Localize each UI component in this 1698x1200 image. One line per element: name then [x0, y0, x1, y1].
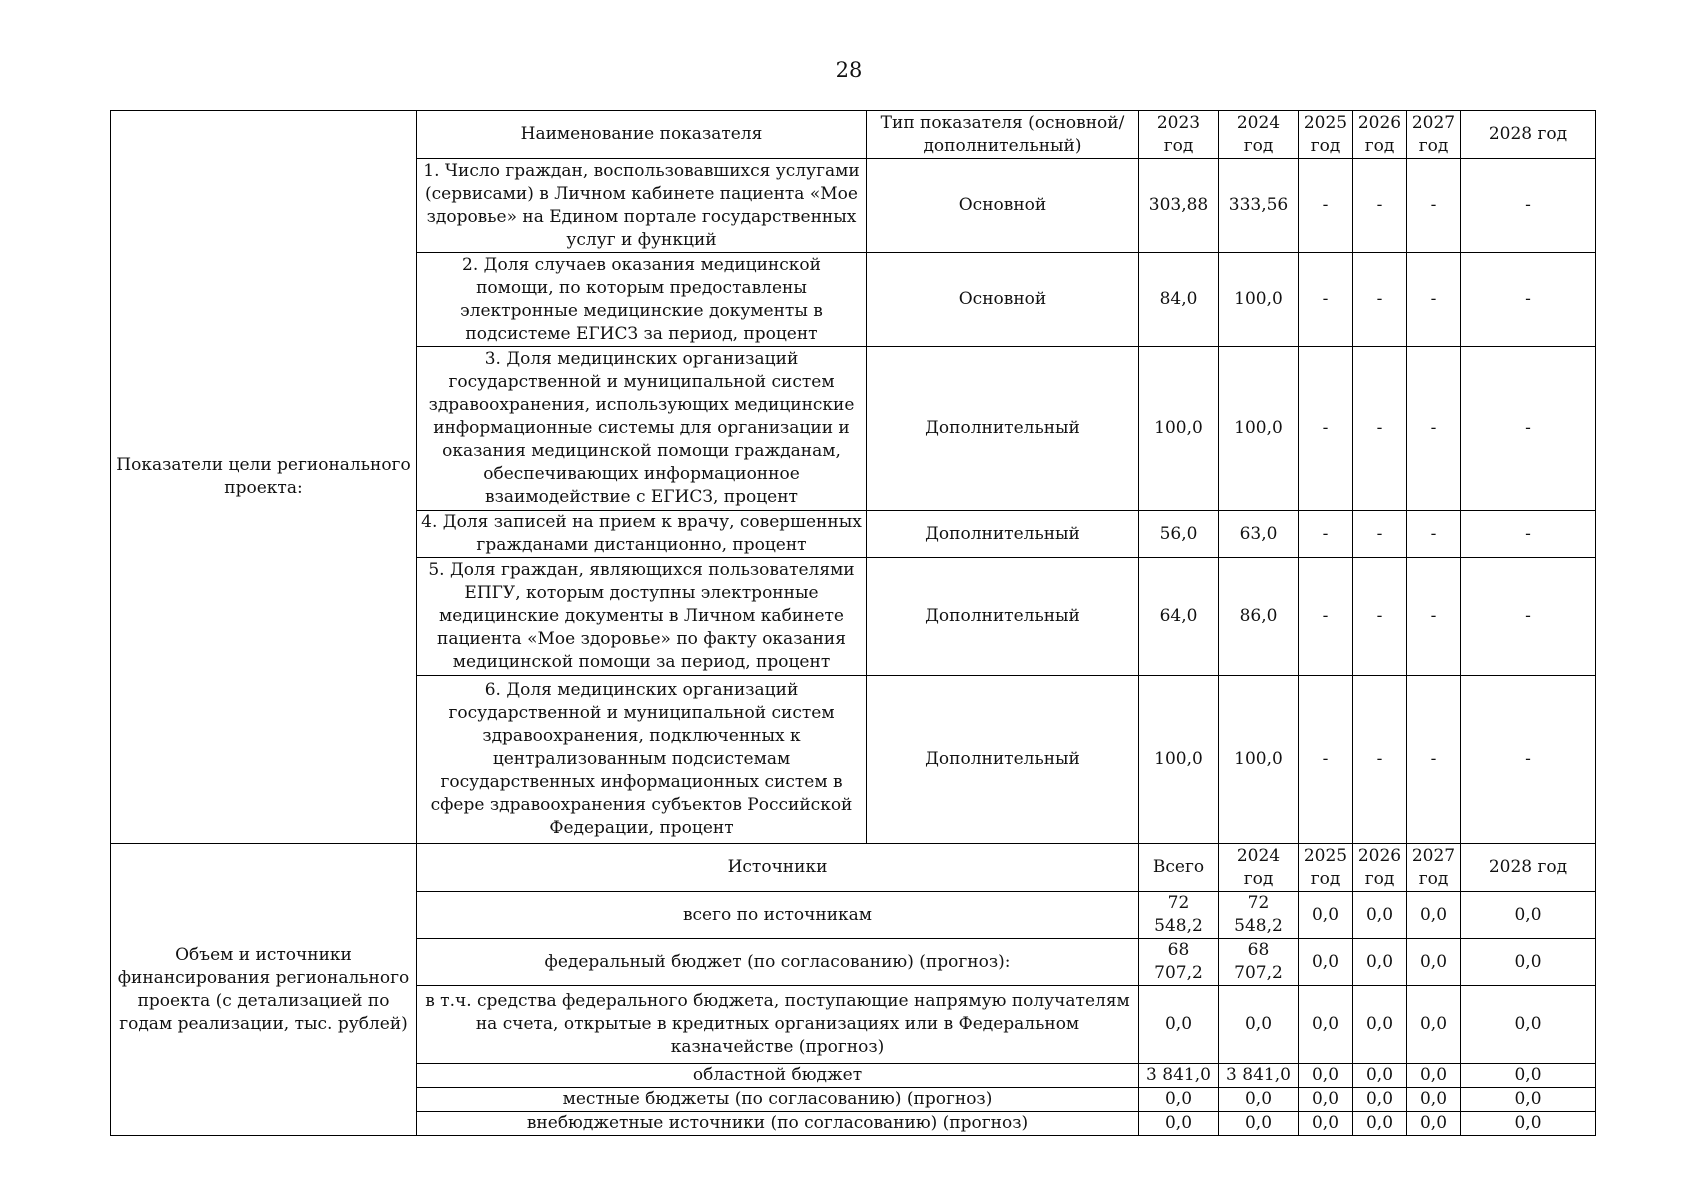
header-2028: 2028 год: [1461, 111, 1596, 159]
indicator-value-2023: 64,0: [1139, 558, 1219, 676]
financing-value-2025: 0,0: [1299, 1064, 1353, 1088]
financing-value-2025: 0,0: [1299, 939, 1353, 986]
indicator-type: Дополнительный: [867, 558, 1139, 676]
header-sources: Источники: [417, 844, 1139, 892]
financing-value-2026: 0,0: [1353, 986, 1407, 1064]
financing-value-2025: 0,0: [1299, 892, 1353, 939]
header-indicator-type: Тип показателя (основной/дополнительный): [867, 111, 1139, 159]
indicator-value-2024: 86,0: [1219, 558, 1299, 676]
financing-value-2026: 0,0: [1353, 892, 1407, 939]
indicator-value-2025: -: [1299, 159, 1353, 253]
indicator-type: Дополнительный: [867, 347, 1139, 511]
financing-value-2024: 0,0: [1219, 1112, 1299, 1136]
header-2025: 2025 год: [1299, 111, 1353, 159]
financing-source: федеральный бюджет (по согласованию) (прогноз):: [417, 939, 1139, 986]
indicator-name: 1. Число граждан, воспользовавшихся услугами (сервисами) в Личном кабинете пациента «Мое здоровье» на Едином портале государственных услуг и функций: [417, 159, 867, 253]
indicator-value-2026: -: [1353, 253, 1407, 347]
financing-source: внебюджетные источники (по согласованию) (прогноз): [417, 1112, 1139, 1136]
financing-source: местные бюджеты (по согласованию) (прогноз): [417, 1088, 1139, 1112]
header-fin-2027: 2027 год: [1407, 844, 1461, 892]
indicator-value-2027: -: [1407, 253, 1461, 347]
header-2023: 2023 год: [1139, 111, 1219, 159]
financing-value-2026: 0,0: [1353, 1112, 1407, 1136]
financing-total: 0,0: [1139, 986, 1219, 1064]
financing-value-2028: 0,0: [1461, 1112, 1596, 1136]
indicator-value-2023: 84,0: [1139, 253, 1219, 347]
indicator-value-2025: -: [1299, 558, 1353, 676]
indicator-value-2023: 56,0: [1139, 511, 1219, 558]
header-2027: 2027 год: [1407, 111, 1461, 159]
indicator-value-2028: -: [1461, 558, 1596, 676]
financing-section-label: Объем и источники финансирования регионального проекта (с детализацией по годам реализации, тыс. рублей): [111, 844, 417, 1136]
financing-value-2026: 0,0: [1353, 1064, 1407, 1088]
indicator-name: 5. Доля граждан, являющихся пользователями ЕПГУ, которым доступны электронные медицинские документы в Личном кабинете пациента «Мое здоровье» по факту оказания медицинской помощи за период, процент: [417, 558, 867, 676]
financing-total: 0,0: [1139, 1112, 1219, 1136]
financing-total: 68 707,2: [1139, 939, 1219, 986]
indicator-name: 3. Доля медицинских организаций государственной и муниципальной систем здравоохранения, использующих медицинские информационные системы для организации и оказания медицинской помощи гражданам, обеспечивающих информационное взаимодействие с ЕГИСЗ, процент: [417, 347, 867, 511]
indicator-value-2023: 100,0: [1139, 676, 1219, 844]
financing-value-2025: 0,0: [1299, 1088, 1353, 1112]
financing-source: всего по источникам: [417, 892, 1139, 939]
indicator-value-2024: 333,56: [1219, 159, 1299, 253]
financing-value-2025: 0,0: [1299, 1112, 1353, 1136]
indicator-value-2024: 100,0: [1219, 347, 1299, 511]
financing-source: в т.ч. средства федерального бюджета, поступающие напрямую получателям на счета, открытые в кредитных организациях или в Федеральном казначействе (прогноз): [417, 986, 1139, 1064]
indicator-value-2025: -: [1299, 347, 1353, 511]
indicator-value-2024: 100,0: [1219, 253, 1299, 347]
indicator-value-2026: -: [1353, 347, 1407, 511]
financing-value-2024: 0,0: [1219, 986, 1299, 1064]
header-2026: 2026 год: [1353, 111, 1407, 159]
indicator-value-2028: -: [1461, 253, 1596, 347]
financing-total: 3 841,0: [1139, 1064, 1219, 1088]
indicator-value-2028: -: [1461, 676, 1596, 844]
indicator-value-2027: -: [1407, 676, 1461, 844]
indicator-value-2025: -: [1299, 511, 1353, 558]
financing-total: 0,0: [1139, 1088, 1219, 1112]
financing-value-2027: 0,0: [1407, 1064, 1461, 1088]
indicator-value-2023: 100,0: [1139, 347, 1219, 511]
indicator-value-2028: -: [1461, 347, 1596, 511]
indicator-value-2024: 63,0: [1219, 511, 1299, 558]
financing-value-2028: 0,0: [1461, 986, 1596, 1064]
financing-value-2025: 0,0: [1299, 986, 1353, 1064]
financing-value-2028: 0,0: [1461, 939, 1596, 986]
indicator-name: 6. Доля медицинских организаций государственной и муниципальной систем здравоохранения, подключенных к централизованным подсистемам государственных информационных систем в сфере здравоохранения субъектов Российской Федерации, процент: [417, 676, 867, 844]
financing-value-2024: 68 707,2: [1219, 939, 1299, 986]
financing-value-2026: 0,0: [1353, 939, 1407, 986]
indicator-value-2024: 100,0: [1219, 676, 1299, 844]
header-fin-2026: 2026 год: [1353, 844, 1407, 892]
indicator-type: Основной: [867, 159, 1139, 253]
indicator-value-2027: -: [1407, 558, 1461, 676]
header-fin-2025: 2025 год: [1299, 844, 1353, 892]
indicator-type: Дополнительный: [867, 511, 1139, 558]
financing-value-2027: 0,0: [1407, 986, 1461, 1064]
indicator-value-2026: -: [1353, 558, 1407, 676]
indicator-value-2026: -: [1353, 511, 1407, 558]
header-fin-2024: 2024 год: [1219, 844, 1299, 892]
financing-total: 72 548,2: [1139, 892, 1219, 939]
indicator-type: Дополнительный: [867, 676, 1139, 844]
header-2024: 2024 год: [1219, 111, 1299, 159]
page-number: 28: [835, 58, 863, 82]
indicator-value-2026: -: [1353, 676, 1407, 844]
header-indicator-name: Наименование показателя: [417, 111, 867, 159]
financing-value-2028: 0,0: [1461, 1088, 1596, 1112]
indicator-type: Основной: [867, 253, 1139, 347]
indicator-value-2027: -: [1407, 347, 1461, 511]
indicator-value-2023: 303,88: [1139, 159, 1219, 253]
indicator-value-2025: -: [1299, 253, 1353, 347]
indicators-section-label: Показатели цели регионального проекта:: [111, 111, 417, 844]
financing-value-2024: 72 548,2: [1219, 892, 1299, 939]
financing-value-2024: 0,0: [1219, 1088, 1299, 1112]
financing-value-2027: 0,0: [1407, 1088, 1461, 1112]
indicator-value-2027: -: [1407, 511, 1461, 558]
indicator-name: 4. Доля записей на прием к врачу, совершенных гражданами дистанционно, процент: [417, 511, 867, 558]
indicator-value-2028: -: [1461, 511, 1596, 558]
financing-value-2028: 0,0: [1461, 892, 1596, 939]
financing-value-2026: 0,0: [1353, 1088, 1407, 1112]
financing-value-2027: 0,0: [1407, 939, 1461, 986]
financing-header-row: [111, 844, 1596, 892]
indicator-value-2025: -: [1299, 676, 1353, 844]
financing-value-2027: 0,0: [1407, 1112, 1461, 1136]
indicator-value-2028: -: [1461, 159, 1596, 253]
indicator-name: 2. Доля случаев оказания медицинской помощи, по которым предоставлены электронные медицинские документы в подсистеме ЕГИСЗ за период, процент: [417, 253, 867, 347]
financing-source: областной бюджет: [417, 1064, 1139, 1088]
financing-value-2024: 3 841,0: [1219, 1064, 1299, 1088]
financing-value-2028: 0,0: [1461, 1064, 1596, 1088]
project-table: [110, 110, 1596, 1136]
indicators-header-row: [111, 111, 1596, 159]
indicator-value-2027: -: [1407, 159, 1461, 253]
indicator-value-2026: -: [1353, 159, 1407, 253]
header-fin-2028: 2028 год: [1461, 844, 1596, 892]
financing-value-2027: 0,0: [1407, 892, 1461, 939]
header-total: Всего: [1139, 844, 1219, 892]
